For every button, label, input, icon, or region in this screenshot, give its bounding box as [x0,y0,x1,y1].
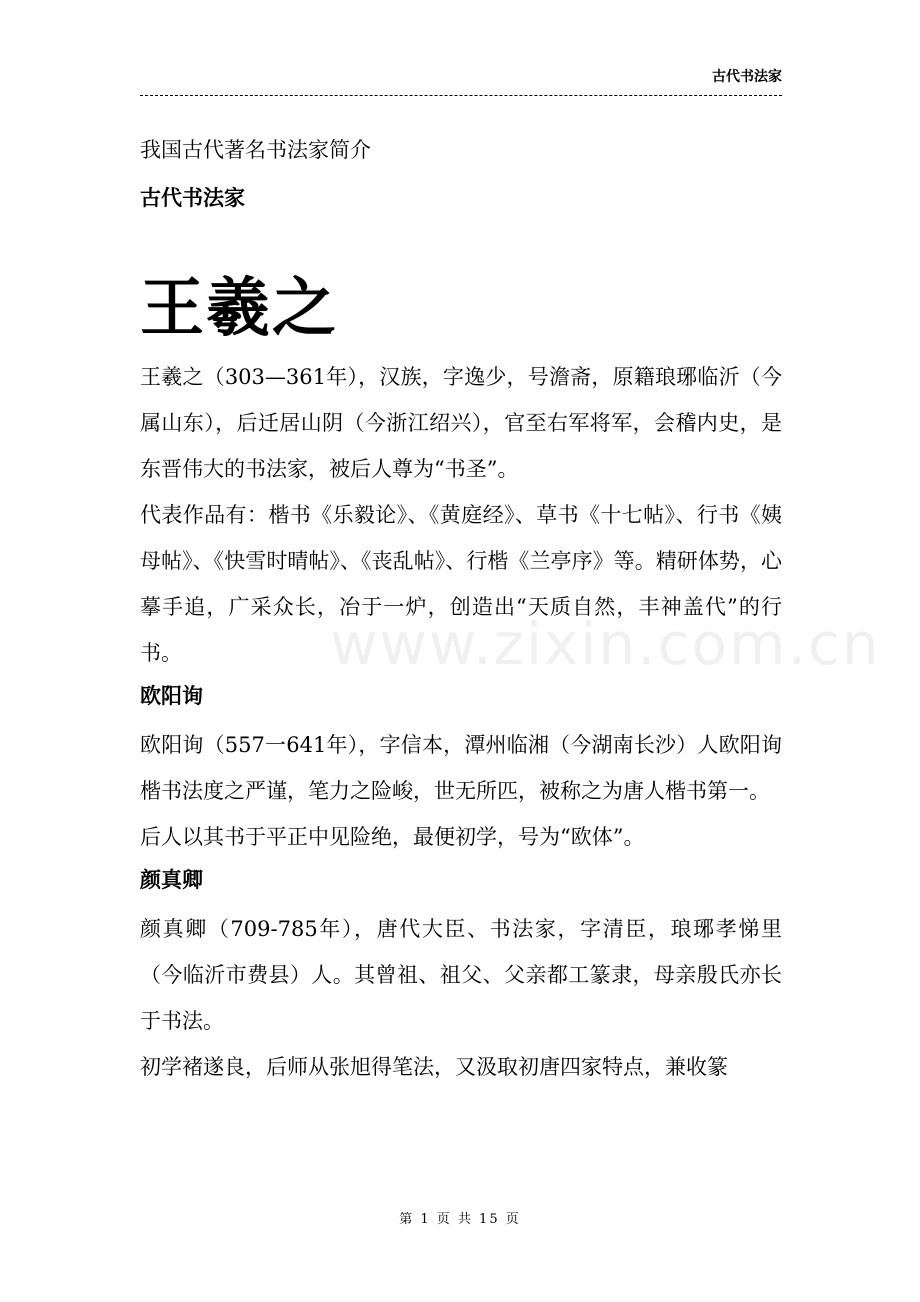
ouyang-xun-heading: 欧阳询 [140,684,203,708]
ouyang-xun-bio: 欧阳询（557一641年），字信本，潭州临湘（今湖南长沙）人欧阳询楷书法度之严谨，笔力之险峻，世无所匹，被称之为唐人楷书第一。 [140,733,782,803]
wang-xizhi-bio: 王羲之（303—361年），汉族，字逸少，号澹斋，原籍琅琊临沂（今属山东），后迁居山阴（今浙江绍兴），官至右军将军，会稽内史，是东晋伟大的书法家，被后人尊为“书圣”。 [140,365,782,481]
running-header: 古代书法家 [712,69,782,85]
ouyang-xun-note: 后人以其书于平正中见险绝，最便初学，号为“欧体”。 [140,825,645,849]
page-footer: 第 1 页 共 15 页 [399,1212,521,1227]
header-divider [140,95,782,96]
wang-xizhi-works: 代表作品有：楷书《乐毅论》、《黄庭经》、草书《十七帖》、行书《姨母帖》、《快雪时晴帖》、《丧乱帖》、行楷《兰亭序》等。精研体势，心摹手追，广采众长，冶于一炉，创造出“天质自然，丰神盖代”的行书。 [140,503,782,665]
yan-zhenqing-heading: 颜真卿 [140,868,203,892]
section-heading: 古代书法家 [140,186,245,210]
yan-zhenqing-study: 初学褚遂良，后师从张旭得笔法，又汲取初唐四家特点，兼收篆 [140,1055,728,1079]
wang-xizhi-title: 王羲之 [140,272,338,346]
document-body [140,134,782,1090]
yan-zhenqing-bio: 颜真卿（709-785年），唐代大臣、书法家，字清臣，琅琊孝悌里（今临沂市费县）人。其曾祖、祖父、父亲都工篆隶，母亲殷氏亦长于书法。 [140,917,782,1033]
watermark: www.zixin.com.cn [330,610,881,678]
document-subtitle: 我国古代著名书法家简介 [140,138,371,162]
